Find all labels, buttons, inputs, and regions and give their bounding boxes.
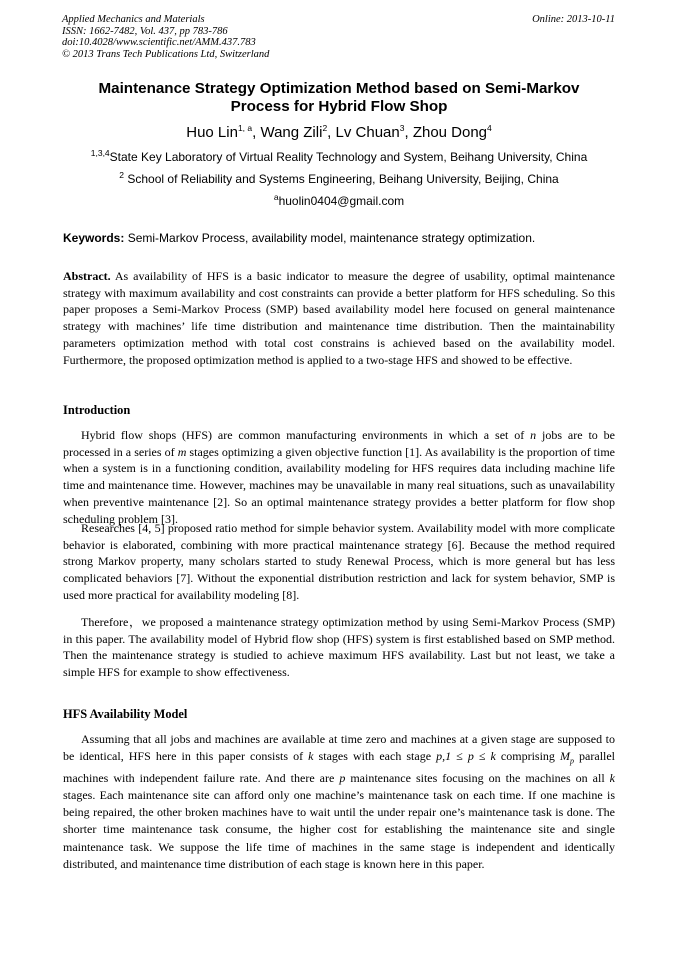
affiliation-sup: 1,3,4 xyxy=(90,148,110,158)
author-sep: , xyxy=(252,124,261,141)
affiliation-sup: a xyxy=(273,192,279,202)
math-M-p xyxy=(559,749,574,766)
online-date: Online: 2013-10-11 xyxy=(532,14,615,25)
text-run: stages. Each maintenance site can afford only one machine’s maintenance task on each time. If one machine is being repaired, the other broken machines have to wait until the under repair one’s maintenance task is done. The shorter time maintenance task consume, the higher cost for establishing the maintenance site and single maintenance task. We suppose the life time of machines in the same stage is independent and identically distributed, and maintenance time distribution of each stage is known here in this paper. xyxy=(63,788,615,871)
var-p: p xyxy=(339,770,346,785)
author-sup: 2 xyxy=(322,123,328,133)
stage-condition-math: p,1 ≤ p ≤ k xyxy=(436,749,496,764)
author-list xyxy=(60,123,618,143)
paper-title xyxy=(60,80,618,116)
author-sup: 3 xyxy=(399,123,405,133)
keywords-text: Semi-Markov Process, availability model, maintenance strategy optimization. xyxy=(124,231,536,245)
text-run: comprising xyxy=(495,749,560,764)
author-sup: 1, a xyxy=(237,123,253,133)
author-name: Zhou Dong xyxy=(412,124,488,141)
affiliation-1 xyxy=(60,150,618,165)
keywords-label: Keywords: xyxy=(63,231,125,245)
author-name: Huo Lin xyxy=(186,124,238,141)
title-line-1: Maintenance Strategy Optimization Method based on Semi-Markov xyxy=(98,80,580,97)
issn-line: ISSN: 1662-7482, Vol. 437, pp 783-786 xyxy=(62,25,228,37)
keywords xyxy=(63,230,623,246)
author-sup: 4 xyxy=(487,123,492,133)
abstract-label: Abstract. xyxy=(63,269,111,283)
intro-paragraph-1 xyxy=(63,427,615,527)
email-text: huolin0404@gmail.com xyxy=(278,194,405,208)
section-heading-hfs-model: HFS Availability Model xyxy=(63,707,188,721)
affiliation-sup: 2 xyxy=(119,170,125,180)
math-sub-p: p xyxy=(569,756,574,766)
hfs-paragraph xyxy=(63,731,615,873)
affiliation-text: School of Reliability and Systems Engineering, Beihang University, Beijing, China xyxy=(124,172,559,186)
affiliation-2 xyxy=(60,172,618,187)
var-m: m xyxy=(177,444,187,459)
author-email xyxy=(60,194,618,209)
text-run: stages optimizing a given objective function [1]. As availability is the proportion of time when a system is in a functioning condition, availability modeling for HFS requires data including machine life time and maintenance time. However, machines may be unavailable in many real situations, such as unavailability when preventive maintenance [2]. So an optimal maintenance strategy provides a better platform for flow shop scheduling problem [3]. xyxy=(63,444,616,526)
math-M: M xyxy=(559,749,570,764)
text-run: stages with each stage xyxy=(313,749,437,764)
text-run: Researches [4, 5] proposed ratio method for simple behavior system. Availability model with more complicate behavior is elaborated, combining with more practical maintenance strategy [6]. Because the method required strong Markov property, many scholars started to study Renewal Process, which is more general but has less complicated behaviors [7]. Without the exponential distribution restriction and lack for system behavior, SMP is used more practical for availability modeling [8]. xyxy=(63,521,615,602)
doi-line: doi:10.4028/www.scientific.net/AMM.437.783 xyxy=(62,37,256,49)
author-sep: , xyxy=(327,124,336,141)
text-run: jobs are to be processed in a series of xyxy=(63,428,616,459)
affiliation-text: State Key Laboratory of Virtual Reality Technology and System, Beihang University, China xyxy=(109,150,588,164)
intro-paragraph-2 xyxy=(63,520,615,604)
title-line-2: Process for Hybrid Flow Shop xyxy=(230,98,448,115)
var-k: k xyxy=(609,770,615,785)
var-n: n xyxy=(530,428,537,442)
text-run: Therefore，we proposed a maintenance strategy optimization method by using Semi-Markov Process (SMP) in this paper. The availability model of Hybrid flow shop (HFS) system is first established based on SMP method. Then the maintenance strategy is studied to achieve maximum HFS availability. Last but not least, we take a simple HFS for example to show effectiveness. xyxy=(63,615,615,680)
text-run: Assuming that all jobs and machines are available at time zero and machines at a given stage are supposed to be identical, HFS here in this paper consists of xyxy=(63,732,615,764)
journal-header xyxy=(62,14,269,60)
author-name: Lv Chuan xyxy=(335,124,400,141)
abstract-text: As availability of HFS is a basic indicator to measure the degree of usability, optimal maintenance strategy with maximum availability and cost constraints can provide a better platform for HFS scheduling. So this paper proposes a Semi-Markov Process (SMP) based availability model here focused on general maintenance strategy with machines’ life time distribution and maintenance time distribution. Then the maintainability parameters optimization method with total cost constrains is achieved based on the availability model. Furthermore, the proposed optimization method is applied to a two-stage HFS and showed to be effective. xyxy=(63,269,615,367)
abstract xyxy=(63,268,615,368)
text-run: parallel machines with independent failure rate. And there are xyxy=(63,749,616,785)
text-run: maintenance sites focusing on the machines on all xyxy=(345,770,610,785)
section-heading-introduction: Introduction xyxy=(63,403,131,417)
text-run: Hybrid flow shops (HFS) are common manufacturing environments in which a set of xyxy=(81,428,531,442)
intro-paragraph-3 xyxy=(63,614,615,681)
journal-name: Applied Mechanics and Materials xyxy=(62,14,205,25)
author-sep: , xyxy=(404,124,413,141)
author-name: Wang Zili xyxy=(260,124,323,141)
var-k: k xyxy=(308,749,314,764)
copyright-line: © 2013 Trans Tech Publications Ltd, Switzerland xyxy=(62,48,270,60)
